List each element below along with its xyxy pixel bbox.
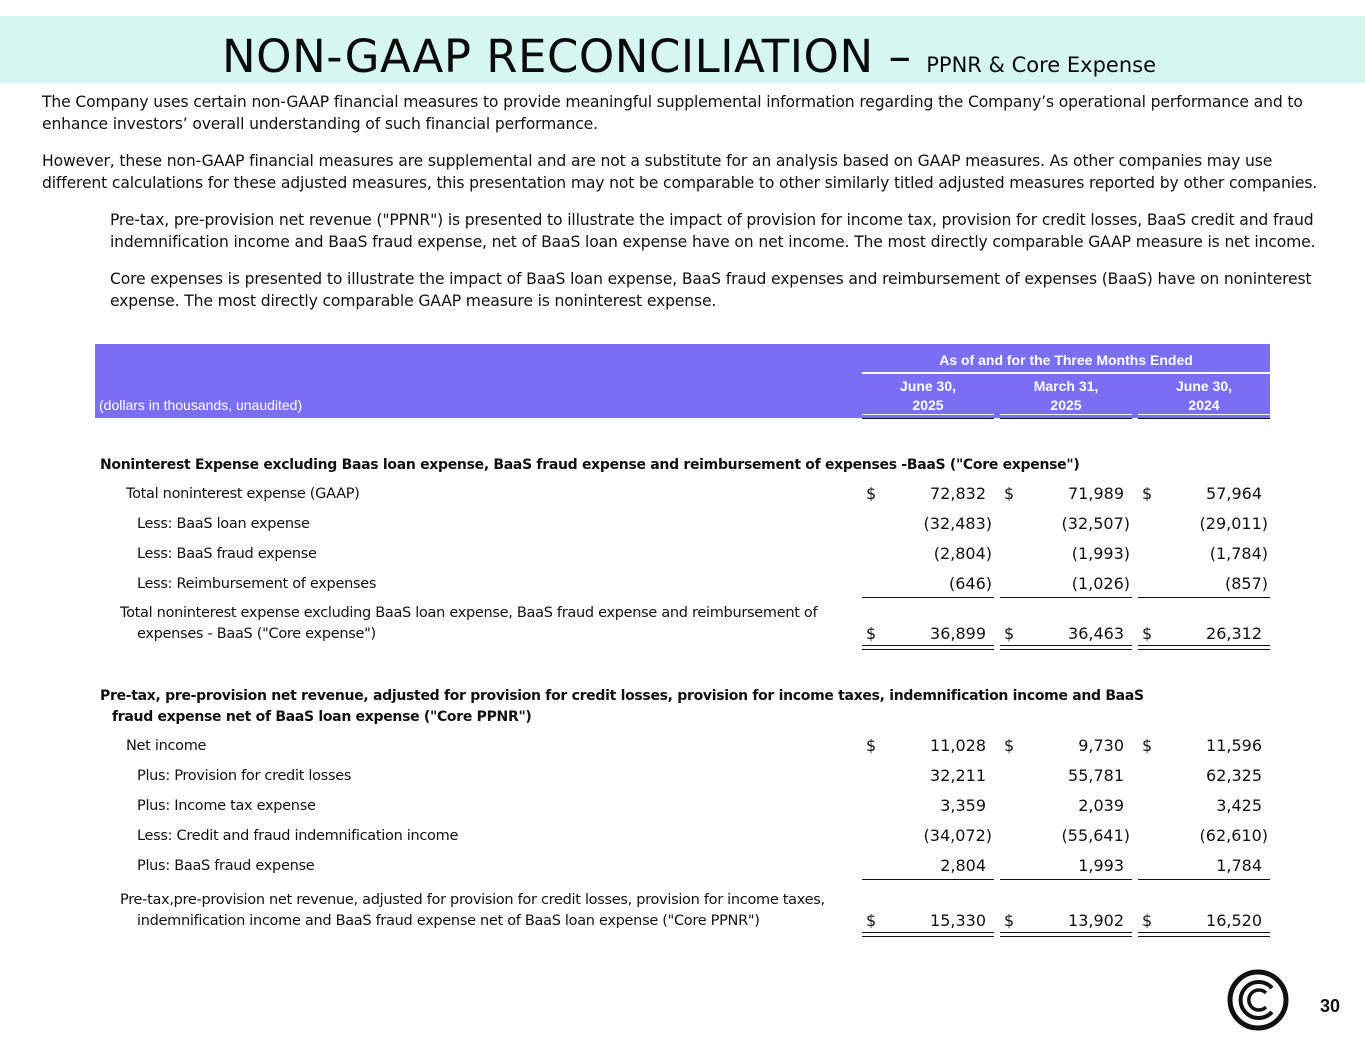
- section-heading-core-expense: Noninterest Expense excluding Baas loan expense, BaaS fraud expense and reimbursement of expenses -BaaS ("Core expense"): [100, 457, 1080, 473]
- subtotal-rule: [1000, 597, 1132, 598]
- currency-symbol: $: [1142, 911, 1153, 930]
- table-cell: 11,596: [1206, 736, 1262, 755]
- total-double-rule: [1138, 649, 1270, 650]
- company-logo-icon: [1226, 968, 1290, 1032]
- section-heading-core-ppnr: Pre-tax, pre-provision net revenue, adjusted for provision for credit losses, provision for income taxes, indemnification income and BaaS: [100, 688, 1144, 704]
- units-note: (dollars in thousands, unaudited): [99, 397, 303, 413]
- subtotal-rule: [862, 597, 994, 598]
- currency-symbol: $: [1004, 484, 1015, 503]
- currency-symbol: $: [866, 736, 877, 755]
- total-double-rule: [862, 932, 994, 933]
- table-row-label: Less: Credit and fraud indemnification income: [137, 828, 459, 844]
- total-double-rule: [1000, 649, 1132, 650]
- currency-symbol: $: [866, 911, 877, 930]
- table-cell: (62,610): [1199, 826, 1268, 845]
- table-cell: 32,211: [930, 766, 986, 785]
- period-header: As of and for the Three Months Ended: [939, 352, 1193, 368]
- currency-symbol: $: [1004, 911, 1015, 930]
- total-cell: 15,330: [930, 911, 986, 930]
- title-dash: –: [873, 30, 927, 83]
- total-double-rule: [1138, 936, 1270, 937]
- table-row-label: Plus: Provision for credit losses: [137, 768, 352, 784]
- table-cell: 1,993: [1078, 856, 1124, 875]
- table-cell: 2,039: [1078, 796, 1124, 815]
- table-row-label: Total noninterest expense (GAAP): [126, 486, 360, 502]
- table-row-label: Net income: [126, 738, 207, 754]
- title-main: NON-GAAP RECONCILIATION: [222, 30, 874, 83]
- table-row-label: Less: Reimbursement of expenses: [137, 576, 377, 592]
- subtotal-rule: [1138, 597, 1270, 598]
- period-header-rule: [862, 372, 1270, 374]
- header-rule: [862, 418, 994, 419]
- total-double-rule: [862, 649, 994, 650]
- intro-paragraph-1: The Company uses certain non-GAAP financial measures to provide meaningful supplemental information regarding the Company’s operational performance and to enhance investors’ overall understanding of such financial performance.: [42, 93, 1303, 133]
- total-cell: 13,902: [1068, 911, 1124, 930]
- total-double-rule: [1000, 645, 1132, 646]
- intro-paragraph-4: Core expenses is presented to illustrate the impact of BaaS loan expense, BaaS fraud expenses and reimbursement of expenses (BaaS) have on noninterest expense. The most directly comparable GAAP measure is noninterest expense.: [110, 270, 1312, 310]
- currency-symbol: $: [1142, 624, 1153, 643]
- subtotal-rule: [1000, 879, 1132, 880]
- table-cell: (646): [948, 574, 992, 593]
- currency-symbol: $: [1004, 624, 1015, 643]
- header-rule: [1000, 414, 1132, 415]
- table-cell: 9,730: [1078, 736, 1124, 755]
- total-label-line-1: Total noninterest expense excluding BaaS loan expense, BaaS fraud expense and reimbursement of: [120, 605, 818, 621]
- total-cell: 26,312: [1206, 624, 1262, 643]
- intro-paragraph-2: However, these non-GAAP financial measures are supplemental and are not a substitute for an analysis based on GAAP measures. As other companies may use different calculations for these adjusted measures, this presentation may not be comparable to other similarly titled adjusted measures reported by other companies.: [42, 152, 1318, 192]
- table-row-label: Less: BaaS fraud expense: [137, 546, 317, 562]
- total-double-rule: [862, 645, 994, 646]
- section-heading-core-ppnr-2: fraud expense net of BaaS loan expense ("Core PPNR"): [112, 709, 532, 725]
- table-cell: 1,784: [1216, 856, 1262, 875]
- table-cell: 3,359: [940, 796, 986, 815]
- column-header-1: June 30, 2025: [899, 378, 957, 413]
- header-rule: [862, 414, 994, 415]
- table-cell: 3,425: [1216, 796, 1262, 815]
- table-cell: 2,804: [940, 856, 986, 875]
- table-cell: 11,028: [930, 736, 986, 755]
- total-double-rule: [1000, 932, 1132, 933]
- total-label-line-2: expenses - BaaS ("Core expense"): [137, 626, 376, 642]
- total-label-line-2: indemnification income and BaaS fraud expense net of BaaS loan expense ("Core PPNR"): [137, 913, 760, 929]
- subtotal-rule: [1138, 879, 1270, 880]
- table-cell: (55,641): [1061, 826, 1130, 845]
- table-cell: (32,507): [1061, 514, 1130, 533]
- currency-symbol: $: [866, 624, 877, 643]
- table-cell: 57,964: [1206, 484, 1262, 503]
- currency-symbol: $: [1004, 736, 1015, 755]
- table-cell: 72,832: [930, 484, 986, 503]
- page-number: 30: [1320, 996, 1341, 1016]
- table-cell: (1,784): [1209, 544, 1268, 563]
- table-row-label: Less: BaaS loan expense: [137, 516, 310, 532]
- header-rule: [1000, 418, 1132, 419]
- table-cell: (34,072): [923, 826, 992, 845]
- table-row-label: Plus: BaaS fraud expense: [137, 858, 315, 874]
- table-cell: 55,781: [1068, 766, 1124, 785]
- total-cell: 36,899: [930, 624, 986, 643]
- total-double-rule: [862, 936, 994, 937]
- total-double-rule: [1000, 936, 1132, 937]
- table-cell: (32,483): [923, 514, 992, 533]
- column-header-3: June 30, 2024: [1175, 378, 1233, 413]
- total-double-rule: [1138, 932, 1270, 933]
- table-cell: (2,804): [933, 544, 992, 563]
- column-header-2: March 31, 2025: [1033, 378, 1099, 413]
- table-cell: (1,026): [1071, 574, 1130, 593]
- total-cell: 36,463: [1068, 624, 1124, 643]
- table-cell: 62,325: [1206, 766, 1262, 785]
- currency-symbol: $: [1142, 736, 1153, 755]
- table-cell: (29,011): [1199, 514, 1268, 533]
- currency-symbol: $: [866, 484, 877, 503]
- page-title: [222, 30, 1156, 83]
- table-cell: (857): [1224, 574, 1268, 593]
- table-row-label: Plus: Income tax expense: [137, 798, 316, 814]
- header-rule: [1138, 414, 1270, 415]
- total-cell: 16,520: [1206, 911, 1262, 930]
- currency-symbol: $: [1142, 484, 1153, 503]
- title-sub: PPNR & Core Expense: [926, 53, 1156, 77]
- intro-paragraph-3: Pre-tax, pre-provision net revenue ("PPNR") is presented to illustrate the impact of provision for income tax, provision for credit losses, BaaS credit and fraud indemnification income and BaaS fraud expense, net of BaaS loan expense have on net income. The most directly comparable GAAP measure is net income.: [110, 211, 1316, 251]
- total-label-line-1: Pre-tax,pre-provision net revenue, adjusted for provision for credit losses, provision for income taxes,: [120, 892, 825, 908]
- header-rule: [1138, 418, 1270, 419]
- total-double-rule: [1138, 645, 1270, 646]
- table-cell: 71,989: [1068, 484, 1124, 503]
- subtotal-rule: [862, 879, 994, 880]
- table-cell: (1,993): [1071, 544, 1130, 563]
